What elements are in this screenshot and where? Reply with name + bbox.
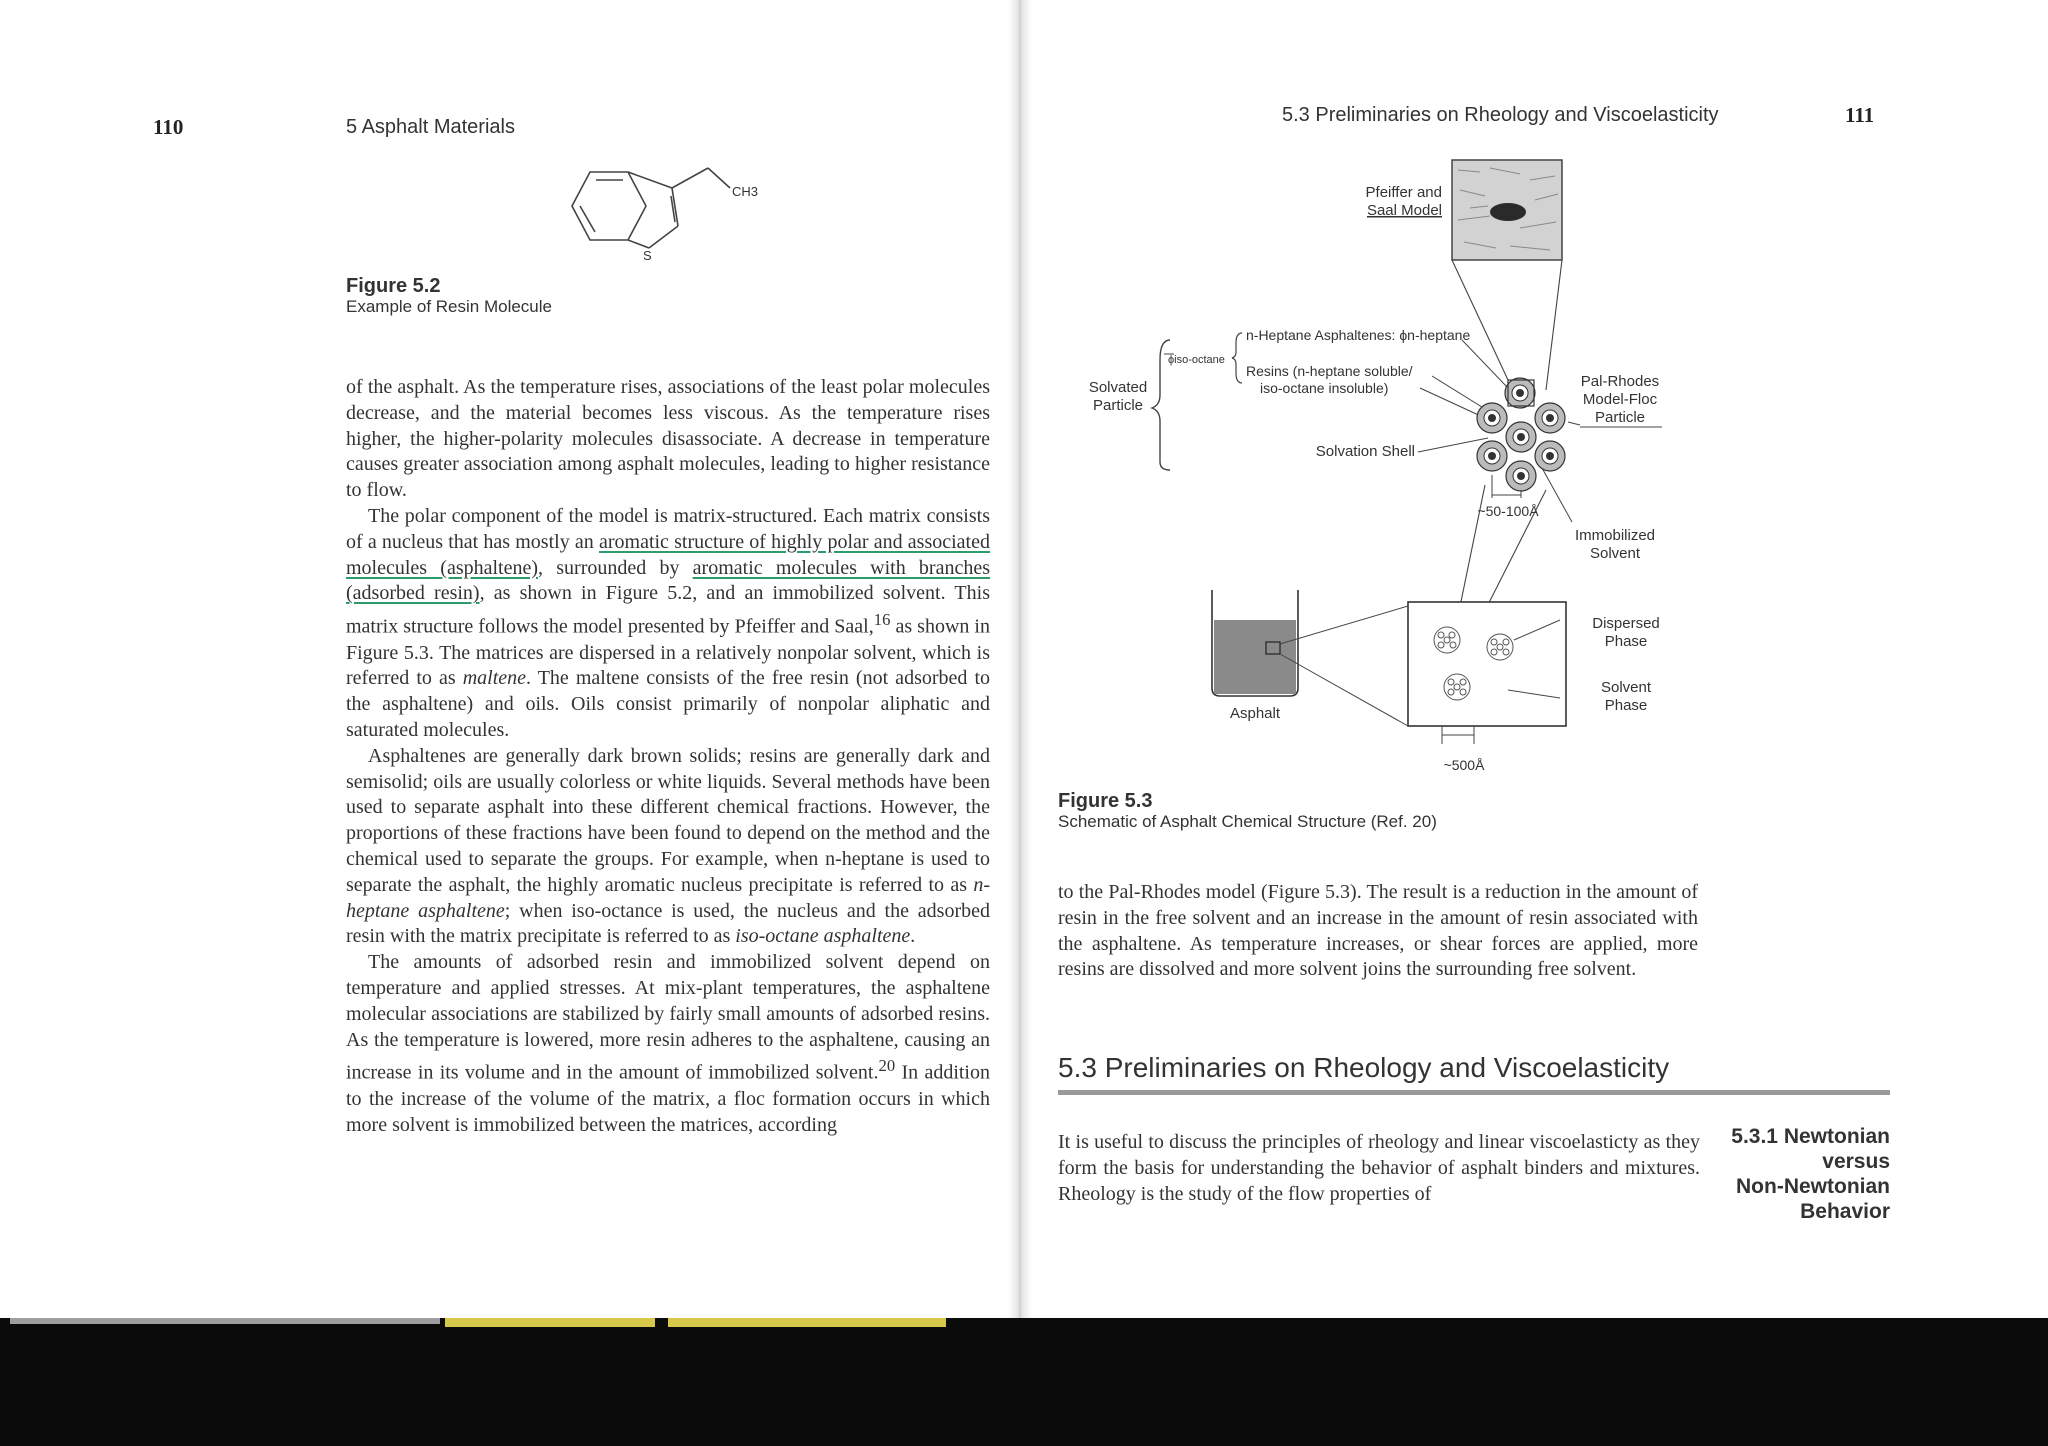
running-head: 5 Asphalt Materials [346, 116, 515, 138]
heptane-asphaltenes-label: n-Heptane Asphaltenes: ϕn-heptane [1246, 327, 1471, 343]
floc-small [1487, 634, 1513, 660]
phi-iso-octane-label: ϕiso-octane [1168, 354, 1225, 366]
asphalt-label: Asphalt [1229, 705, 1281, 722]
resins-label: Resins (n-heptane soluble/ [1246, 363, 1413, 379]
solvated-particle-label: Particle [1092, 397, 1144, 414]
immobilized-solvent-label: Immobilized [1574, 527, 1656, 544]
book-edge-strip [445, 1318, 655, 1327]
figure-caption: Schematic of Asphalt Chemical Structure (Ref. 20) [1058, 812, 1437, 831]
paragraph: The polar component of the model is matrix-structured. Each matrix consists of a nucleus that has mostly an aromatic structure of highly polar and associated molecules (asphaltene), surrounded by aromatic molecules with branches (adsorbed resin), as shown in Figure 5.2, and an immobilized solvent. This matrix structure follows the model presented by Pfeiffer and Saal,$^{16}$ as shown in Figure 5.3. The matrices are dispersed in a relatively nonpolar solvent, which is referred to as maltene. The maltene consists of the free resin (not adsorbed to the asphaltene) and oils. Oils consist primarily of nonpolar aliphatic and saturated molecules. [346, 504, 991, 742]
floc-particle [1477, 378, 1565, 491]
section-rule [1058, 1090, 1890, 1095]
right-body-text [1058, 880, 1698, 983]
running-head: 5.3 Preliminaries on Rheology and Viscoelasticity [1282, 104, 1719, 126]
pal-rhodes-label: Particle [1594, 409, 1646, 426]
paragraph: to the Pal-Rhodes model (Figure 5.3). The result is a reduction in the amount of resin in the free solvent and an increase in the amount of resin associated with the asphaltene. As temperature increases, or shear forces are applied, more resins are dissolved and more solvent joins the surrounding free solvent. [1058, 881, 1698, 981]
immobilized-solvent-label: Solvent [1589, 545, 1641, 562]
pfeiffer-label: Pfeiffer and [1365, 184, 1442, 201]
distance-label: ~500Å [1443, 757, 1485, 773]
solvent-phase-label: Solvent [1600, 679, 1652, 696]
subsection-heading: 5.3.1 Newtonian versus Non-Newtonian Behavior [1731, 1125, 1890, 1223]
page-number: 110 [153, 115, 184, 139]
asphalt-schematic [1060, 150, 1760, 780]
dispersed-phase-label: Dispersed [1592, 615, 1660, 632]
pfeiffer-label: Saal Model [1366, 202, 1442, 219]
figure-label: Figure 5.3 [1058, 790, 1153, 812]
paragraph: It is useful to discuss the principles of rheology and linear viscoelasticty as they form the basis for understanding the behavior of asphalt binders and mixtures. Rheology is the study of the flow properties of [1058, 1131, 1700, 1205]
pal-rhodes-label: Pal-Rhodes [1580, 373, 1660, 390]
highlighted-text: aromatic molecules with branches (adsorbed resin) [346, 556, 990, 605]
floc-small [1434, 627, 1460, 653]
book-edge-strip [10, 1318, 440, 1324]
pal-rhodes-label: Model-Floc [1582, 391, 1658, 408]
footnote-ref: 20 [878, 1056, 896, 1076]
paragraph: Asphaltenes are generally dark brown solids; resins are generally dark and semisolid; oils are usually colorless or white liquids. Several methods have been used to separate asphalt into these different chemical fractions. However, the proportions of these fractions have been found to depend on the method and the chemical used to separate the groups. For example, when n-heptane is used to separate the asphalt, the highly aromatic nucleus precipitate is referred to as n-heptane asphaltene; when iso-octance is used, the nucleus and the adsorbed resin with the matrix precipitate is referred to as iso-octane asphaltene. [346, 744, 990, 948]
solvation-shell-label: Solvation Shell [1315, 443, 1415, 460]
book-edge-strip [668, 1318, 946, 1327]
paragraph: The amounts of adsorbed resin and immobilized solvent depend on temperature and applied stresses. At mix-plant temperatures, the asphaltene molecular associations are stabilized by fairly small amounts of adsorbed resins. As the temperature is lowered, more resin adheres to the asphaltene, causing an increase in its volume and in the amount of immobilized solvent.$^{20}$ In addition to the increase of the volume of the matrix, a floc formation occurs in which more solvent is immobilized between the matrices, according [346, 951, 990, 1136]
solvated-particle-label: Solvated [1088, 379, 1148, 396]
dispersed-phase-label: Phase [1604, 633, 1648, 650]
sulfur-label: S [643, 248, 652, 263]
resins-label: iso-octane insoluble) [1260, 380, 1389, 396]
asphalt-structure-figure [1060, 150, 1760, 780]
floc-small [1444, 674, 1470, 700]
footnote-ref: 16 [873, 610, 891, 630]
paragraph: of the asphalt. As the temperature rises, associations of the least polar molecules decrease, and the material becomes less viscous. As the temperature rises higher, the higher-polarity molecules disassociate. A decrease in temperature causes greater association among asphalt molecules, leading to higher resistance to flow. [346, 376, 990, 502]
resin-molecule-figure [560, 160, 780, 270]
solvent-phase-label: Phase [1604, 697, 1648, 714]
left-body-text [346, 375, 990, 1138]
figure-caption: Example of Resin Molecule [346, 297, 552, 316]
page-number: 111 [1845, 103, 1875, 127]
highlighted-text: aromatic structure of highly polar and associated molecules (asphaltene) [346, 530, 990, 579]
section-body-text [1058, 1130, 1700, 1207]
methyl-label: CH3 [732, 184, 759, 199]
distance-label: ~50-100Å [1477, 503, 1539, 519]
book-gutter [1008, 0, 1032, 1320]
resin-molecule-drawing [560, 160, 780, 270]
figure-label: Figure 5.2 [346, 275, 441, 297]
section-title: 5.3 Preliminaries on Rheology and Viscoelasticity [1058, 1052, 1670, 1083]
scan-background [0, 1318, 2048, 1446]
